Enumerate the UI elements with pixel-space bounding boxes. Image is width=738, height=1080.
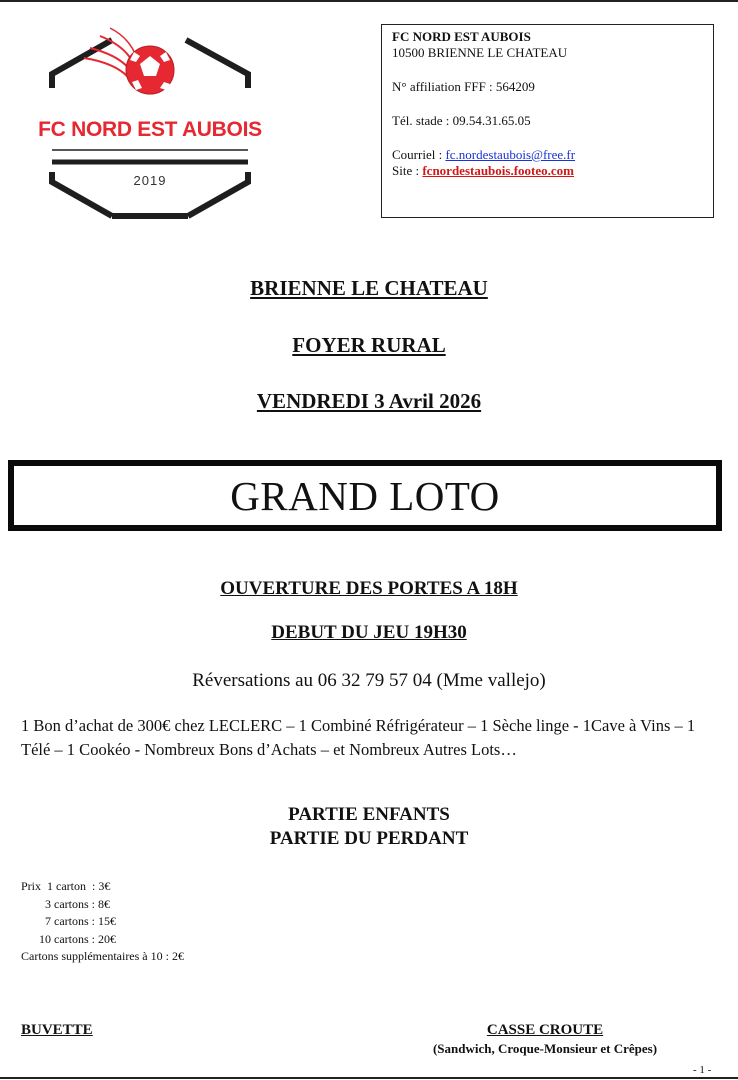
site-label: Site : [392, 163, 423, 178]
casse-croute-block [395, 1022, 695, 1057]
grand-loto-banner [8, 460, 722, 531]
club-address: 10500 BRIENNE LE CHATEAU [392, 45, 568, 60]
price-row: 10 cartons : 20€ [21, 931, 116, 946]
site-link[interactable]: fcnordestaubois.footeo.com [422, 163, 574, 178]
event-venue: FOYER RURAL [292, 333, 446, 357]
club-phone: Tél. stade : 09.54.31.65.05 [392, 113, 531, 128]
club-email-line [392, 147, 703, 163]
partie-perdant: PARTIE DU PERDANT [269, 828, 469, 849]
club-logo [14, 22, 286, 232]
page-number: - 1 - [693, 1064, 712, 1076]
reservations: Réversations au 06 32 79 57 04 (Mme vallejo) [192, 670, 546, 691]
partie-enfants: PARTIE ENFANTS [288, 804, 450, 825]
event-date: VENDREDI 3 Avril 2026 [256, 389, 482, 413]
top-rule [0, 0, 738, 2]
club-site-line [392, 163, 703, 179]
price-row: Prix 1 carton : 3€ [21, 879, 111, 893]
game-start: DEBUT DU JEU 19H30 [271, 622, 467, 643]
club-info-box [381, 24, 714, 218]
logo-club-name: FC NORD EST AUBOIS [38, 118, 262, 141]
price-row: 7 cartons : 15€ [21, 914, 116, 928]
price-list [21, 878, 184, 966]
bottom-rule [0, 1077, 738, 1079]
casse-croute-detail: (Sandwich, Croque-Monsieur et Crêpes) [432, 1041, 658, 1056]
doors-opening: OUVERTURE DES PORTES A 18H [220, 578, 518, 599]
logo-year: 2019 [133, 173, 167, 188]
club-affiliation: N° affiliation FFF : 564209 [392, 79, 535, 94]
club-name: FC NORD EST AUBOIS [392, 29, 531, 44]
casse-croute-title: CASSE CROUTE [486, 1022, 604, 1038]
event-title: GRAND LOTO [230, 472, 500, 519]
prizes-list: 1 Bon d’achat de 300€ chez LECLERC – 1 Combiné Réfrigérateur – 1 Sèche linge - 1Cave à Vins – 1 Télé – 1 Cookéo - Nombreux Bons d’Achats – et Nombreux Autres Lots… [21, 716, 696, 759]
email-label: Courriel : [392, 147, 446, 162]
event-city: BRIENNE LE CHATEAU [250, 276, 488, 300]
buvette-label: BUVETTE [21, 1022, 93, 1038]
email-link[interactable]: fc.nordestaubois@free.fr [445, 147, 576, 162]
price-row: Cartons supplémentaires à 10 : 2€ [21, 949, 184, 963]
price-row: 3 cartons : 8€ [21, 896, 110, 911]
